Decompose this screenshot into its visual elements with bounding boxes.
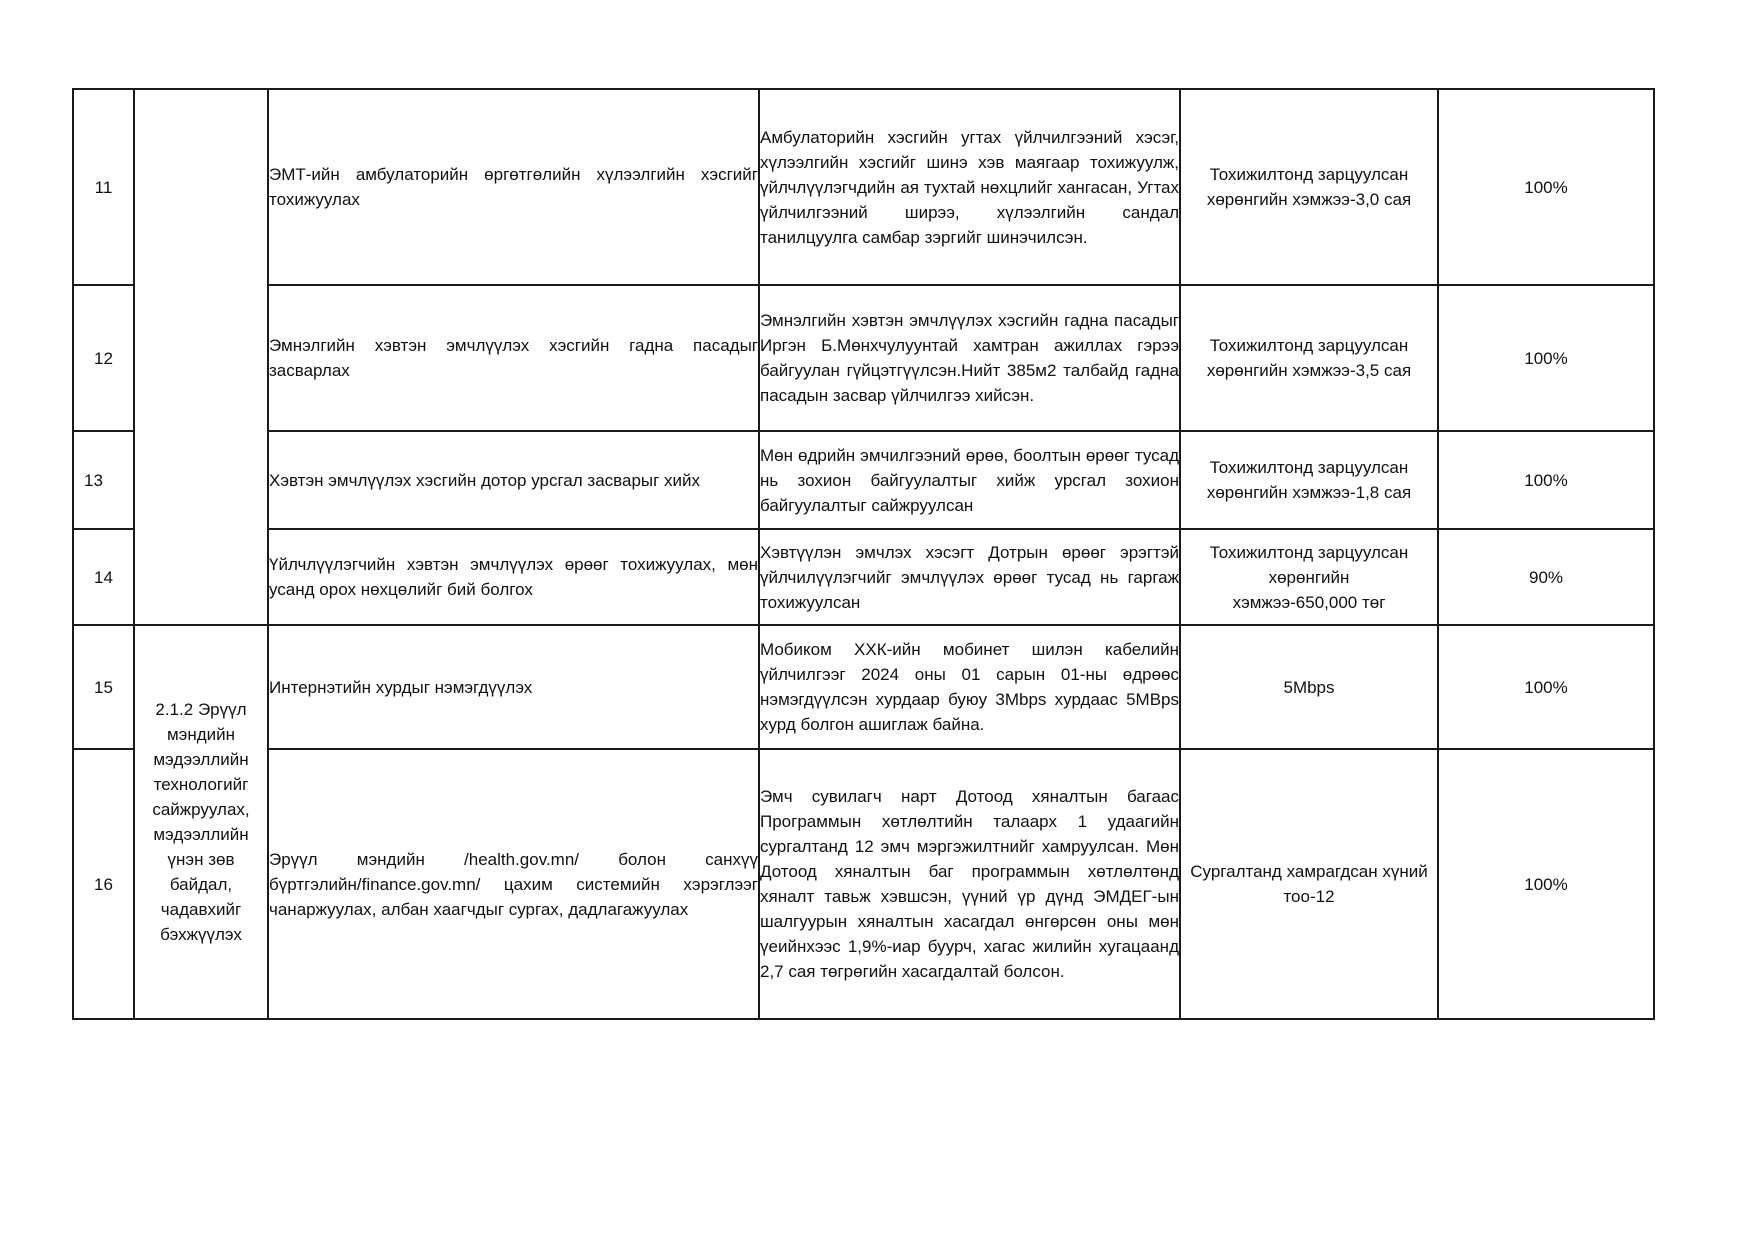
indicator-line: хэмжээ-650,000 төг xyxy=(1232,592,1386,612)
result-cell xyxy=(759,285,1180,431)
activity-text: Үйлчлүүлэгчийн хэвтэн эмчлүүлэх өрөөг тохижуулах, мөн усанд орох нөхцөлийг бий болгох xyxy=(269,555,758,599)
row-number: 16 xyxy=(73,749,134,1019)
result-cell xyxy=(759,89,1180,285)
table-row xyxy=(73,625,1654,749)
indicator-cell: Тохижилтонд зарцуулсан хөрөнгийн хэмжээ-3,0 сая xyxy=(1180,89,1438,285)
activity-text: Эмнэлгийн хэвтэн эмчлүүлэх хэсгийн гадна пасадыг засварлах xyxy=(269,336,758,380)
activity-text: ЭМТ-ийн амбулаторийн өргөтгөлийн хүлээлгийн хэсгийг тохижуулах xyxy=(269,165,758,209)
activity-text: Эрүүл мэндийн /health.gov.mn/ болон санхүү бүртгэлийн/finance.gov.mn/ цахим системийн хэрэглээг чанаржуулах, албан хаагчдыг сургах, дадлагажуулах xyxy=(269,849,758,919)
activity-cell xyxy=(268,625,759,749)
row-number: 11 xyxy=(73,89,134,285)
result-text: Мөн өдрийн эмчилгээний өрөө, боолтын өрөөг тусад нь зохион байгуулалтыг хийж урсгал зохион байгуулалтыг сайжруулсан xyxy=(760,445,1179,515)
result-cell xyxy=(759,431,1180,529)
table-row xyxy=(73,89,1654,285)
activity-cell xyxy=(268,89,759,285)
objective-cell-empty xyxy=(134,89,268,625)
percent-cell: 100% xyxy=(1438,285,1654,431)
result-text: Эмч сувилагч нарт Дотоод хяналтын багаас Программын хөтлөлтийн талаарх 1 удаагийн сургалтанд 12 эмч мэргэжилтнийг хамруулсан. Мөн Дотоод хяналтын баг программын хөтлөлтөнд хяналт тавьж хэвшсэн, үүний үр дүнд ЭМДЕГ-ын шалгуурын хяналтын хасагдал өнгөрсөн оны мөн үеийнхээс 1,9%-иар буурч, хагас жилийн хугацаанд 2,7 сая төгрөгийн хасагдалтай болсон. xyxy=(760,787,1179,981)
row-number: 13 xyxy=(73,431,134,529)
table-row xyxy=(73,431,1654,529)
percent-cell: 90% xyxy=(1438,529,1654,625)
percent-cell: 100% xyxy=(1438,431,1654,529)
result-cell xyxy=(759,529,1180,625)
activity-cell xyxy=(268,529,759,625)
row-number: 14 xyxy=(73,529,134,625)
indicator-cell: 5Mbps xyxy=(1180,625,1438,749)
activity-text: Хэвтэн эмчлүүлэх хэсгийн дотор урсгал засварыг хийх xyxy=(269,470,701,490)
activity-text: Интернэтийн хурдыг нэмэгдүүлэх xyxy=(269,677,533,697)
result-text: Эмнэлгийн хэвтэн эмчлүүлэх хэсгийн гадна пасадыг Иргэн Б.Мөнхчулуунтай хамтран ажиллах гэрээ байгуулан гүйцэтгүүлсэн.Нийт 385м2 талбайд гадна пасадын засвар үйлчилгээ хийсэн. xyxy=(760,311,1179,405)
table-row xyxy=(73,285,1654,431)
percent-cell: 100% xyxy=(1438,89,1654,285)
result-cell xyxy=(759,625,1180,749)
result-text: Мобиком ХХК-ийн мобинет шилэн кабелийн үйлчилгээг 2024 оны 01 сарын 01-ны өдрөөс нэмэгдүүлсэн хурдаар буюу 3Mbps хурдаас 5MBps хурд болгон ашиглаж байна. xyxy=(760,640,1179,734)
indicator-cell: Тохижилтонд зарцуулсан хөрөнгийн хэмжээ-3,5 сая xyxy=(1180,285,1438,431)
table-row xyxy=(73,749,1654,1019)
indicator-cell: Сургалтанд хамрагдсан хүний тоо-12 xyxy=(1180,749,1438,1019)
activity-cell xyxy=(268,749,759,1019)
indicator-cell: Тохижилтонд зарцуулсан хөрөнгийн хэмжээ-1,8 сая xyxy=(1180,431,1438,529)
row-number: 15 xyxy=(73,625,134,749)
activity-cell xyxy=(268,431,759,529)
result-cell xyxy=(759,749,1180,1019)
activity-cell xyxy=(268,285,759,431)
indicator-line: хөрөнгийн xyxy=(1268,567,1350,587)
indicator-line: Тохижилтонд зарцуулсан xyxy=(1209,542,1409,562)
percent-cell: 100% xyxy=(1438,625,1654,749)
objective-cell: 2.1.2 Эрүүл мэндийн мэдээллийн технологийг сайжруулах, мэдээллийн үнэн зөв байдал, чадавхийг бэхжүүлэх xyxy=(134,625,268,1019)
result-text: Амбулаторийн хэсгийн угтах үйлчилгээний хэсэг, хүлээлгийн хэсгийг шинэ хэв маягаар тохижуулж, үйлчлүүлэгчдийн ая тухтай нөхцлийг хангасан, Угтах үйлчилгээний ширээ, хүлээлгийн сандал танилцуулга самбар зэргийг шинэчилсэн. xyxy=(760,127,1179,247)
report-table xyxy=(72,88,1655,1020)
row-number: 12 xyxy=(73,285,134,431)
indicator-cell xyxy=(1180,529,1438,625)
result-text: Хэвтүүлэн эмчлэх хэсэгт Дотрын өрөөг эрэгтэй үйлчилүүлэгчийг эмчлүүлэх өрөөг тусад нь гаргаж тохижуулсан xyxy=(760,542,1179,612)
percent-cell: 100% xyxy=(1438,749,1654,1019)
table-row xyxy=(73,529,1654,625)
